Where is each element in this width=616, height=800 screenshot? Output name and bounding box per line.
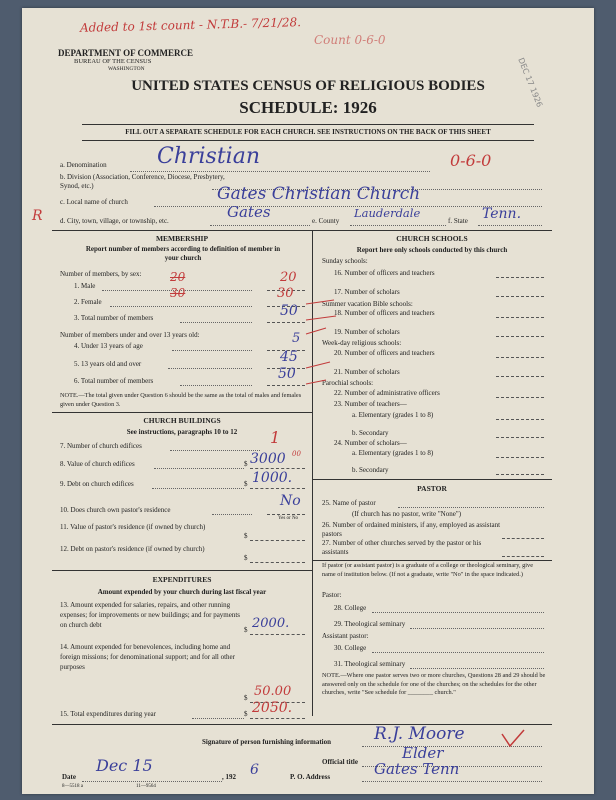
q8-label: 8. Value of church edifices [60, 460, 135, 468]
tally-mark [306, 362, 330, 368]
q6-label: 6. Total number of members [74, 377, 154, 385]
q14-label: 14. Amount expended for benevolences, including home and foreign missions; for denominational support; and for all other purposes [60, 643, 235, 671]
pastor-label: Pastor: [322, 591, 342, 599]
department-label: DEPARTMENT OF COMMERCE [58, 48, 194, 58]
po-address-label: P. O. Address [290, 773, 331, 781]
q9-label: 9. Debt on church edifices [60, 480, 134, 488]
q17-label: 17. Number of scholars [334, 288, 400, 296]
denomination-code: 0-6-0 [450, 151, 492, 170]
county-value: Lauderdale [354, 206, 421, 220]
city-town-value: Gates [227, 203, 271, 221]
q24a-label: a. Elementary (grades 1 to 8) [352, 449, 434, 457]
q10-value: No [280, 493, 301, 509]
schedule-title: SCHEDULE: 1926 [239, 98, 377, 117]
by-sex-heading: Number of members, by sex: [60, 270, 142, 278]
q29-label: 29. Theological seminary [334, 620, 406, 628]
age-heading: Number of members under and over 13 years old: [60, 331, 200, 339]
tally-mark [306, 380, 326, 384]
bureau-label: BUREAU OF THE CENSUS [74, 58, 152, 65]
summer-heading: Summer vacation Bible schools: [322, 300, 413, 308]
q24b-label: b. Secondary [352, 466, 389, 474]
q16-label: 16. Number of officers and teachers [334, 269, 435, 277]
q20-label: 20. Number of officers and teachers [334, 349, 435, 357]
q8-value: 3000 [250, 451, 286, 467]
division-label: b. Division (Association, Conference, Diocese, Presbytery, Synod, etc.) [60, 173, 225, 190]
check-mark [502, 730, 524, 746]
added-count-note: Added to 1st count - N.T.B.- 7/21/28. [79, 15, 302, 35]
membership-title: MEMBERSHIP [155, 234, 209, 243]
q31-label: 31. Theological seminary [334, 660, 406, 668]
q15-dollar: $ [244, 710, 248, 718]
q8-cents: 00 [292, 450, 301, 458]
margin-mark: R [32, 208, 43, 224]
print-number: 11—9564 [136, 784, 156, 789]
q5-value: 45 [280, 349, 298, 365]
assistant-pastor-label: Assistant pastor: [322, 632, 369, 640]
membership-note: NOTE.—The total given under Question 6 should be the same as the total of males and females given under Question 3. [60, 392, 302, 408]
q26-label: 26. Number of ordained ministers, if any, employed as assistant pastors [322, 521, 501, 538]
form-number: 8—5518 a [62, 784, 83, 789]
q1-label: 1. Male [74, 282, 96, 290]
county-label: e. County [312, 217, 340, 225]
q11-label: 11. Value of pastor's residence (if owned by church) [60, 523, 206, 531]
q23a-label: a. Elementary (grades 1 to 8) [352, 411, 434, 419]
q21-label: 21. Number of scholars [334, 368, 400, 376]
q6-value: 50 [278, 366, 296, 382]
date-label: Date [62, 773, 76, 781]
local-name-value: Gates Christian Church [217, 184, 421, 204]
q8-dollar: $ [244, 460, 248, 468]
date-value: Dec 15 [96, 756, 153, 775]
official-title-value: Elder [402, 744, 444, 762]
q9-value: 1000. [252, 470, 293, 486]
census-schedule-paper [22, 8, 594, 794]
local-name-label: c. Local name of church [60, 198, 128, 206]
parochial-heading: Parochial schools: [322, 379, 374, 387]
q19-label: 19. Number of scholars [334, 328, 400, 336]
q1-value: 20 [280, 270, 297, 285]
city-label: WASHINGTON [108, 66, 145, 72]
q13-label: 13. Amount expended for salaries, repairs, and other running expenses; for improvements or new buildings; and for payments on church debt [60, 601, 241, 629]
q30-label: 30. College [334, 644, 367, 652]
official-title-label: Official title [322, 758, 358, 766]
po-address-value: Gates Tenn [374, 760, 460, 778]
q12-dollar: $ [244, 554, 248, 562]
sunday-heading: Sunday schools: [322, 257, 368, 265]
q3-label: 3. Total number of members [74, 314, 154, 322]
year-value: 6 [250, 762, 259, 778]
q14-dollar: $ [244, 694, 248, 702]
q13-value: 2000. [252, 616, 290, 631]
q25-label: 25. Name of pastor [322, 499, 376, 507]
q14-value: 50.00 [254, 684, 292, 699]
q7-label: 7. Number of church edifices [60, 442, 142, 450]
q11-dollar: $ [244, 532, 248, 540]
q15-label: 15. Total expenditures during year [60, 710, 156, 718]
q5-label: 5. 13 years old and over [74, 360, 142, 368]
schools-title: CHURCH SCHOOLS [396, 234, 468, 243]
denomination-value: Christian [157, 144, 261, 169]
form-title: UNITED STATES CENSUS OF RELIGIOUS BODIES [131, 78, 485, 94]
expenditures-title: EXPENDITURES [152, 575, 212, 584]
signature-label: Signature of person furnishing information [202, 738, 331, 746]
q27-label: 27. Number of other churches served by the pastor or his assistants [322, 539, 482, 556]
q15-value: 2050. [252, 700, 293, 716]
q2-value: 30 [277, 286, 294, 301]
denomination-label: a. Denomination [60, 161, 107, 169]
graduate-note: If pastor (or assistant pastor) is a graduate of a college or theological seminary, give name of institution below. (If not a graduate, write "No" in the space indicated.) [322, 562, 533, 578]
q23b-label: b. Secondary [352, 429, 389, 437]
year-prefix: , 192 [222, 773, 236, 781]
q4-value: 5 [292, 331, 301, 346]
red-check-mark-svg [498, 728, 528, 752]
count-note: Count 0-6-0 [314, 33, 386, 47]
q28-label: 28. College [334, 604, 367, 612]
state-value: Tenn. [482, 206, 522, 222]
q2-label: 2. Female [74, 298, 102, 306]
membership-subtitle: Report number of members according to definition of member in your church [85, 245, 281, 262]
tally-mark [306, 300, 334, 304]
weekday-heading: Week-day religious schools: [322, 339, 402, 347]
tally-mark [306, 328, 326, 334]
state-label: f. State [448, 217, 468, 225]
q22-label: 22. Number of administrative officers [334, 389, 440, 397]
buildings-title: CHURCH BUILDINGS [143, 416, 221, 425]
buildings-subtitle: See instructions, paragraphs 10 to 12 [126, 428, 238, 436]
pastor-note: NOTE.—Where one pastor serves two or more churches, Questions 28 and 29 should be answered only on the schedule for one of the churches; on the schedules for the other churches, write "See schedule for ________ church." [322, 672, 546, 696]
schools-subtitle: Report here only schools conducted by this church [356, 246, 508, 254]
q23-label: 23. Number of teachers— [334, 400, 407, 408]
city-town-label: d. City, town, village, or township, etc. [60, 217, 169, 225]
q24-label: 24. Number of scholars— [334, 439, 407, 447]
q12-label: 12. Debt on pastor's residence (if owned by church) [60, 545, 205, 553]
q4-label: 4. Under 13 years of age [74, 342, 143, 350]
tally-mark [306, 316, 336, 320]
q1-struck-value: 20 [170, 270, 186, 284]
expenditures-subtitle: Amount expended by your church during last fiscal year [97, 588, 267, 596]
q25-subtext: (If church has no pastor, write "None") [352, 510, 462, 518]
q18-label: 18. Number of officers and teachers [334, 309, 435, 317]
q2-struck-value: 30 [170, 286, 186, 300]
red-tally-marks-svg [304, 284, 344, 394]
q10-label: 10. Does church own pastor's residence [60, 506, 171, 514]
q13-dollar: $ [244, 626, 248, 634]
instructions-line: FILL OUT A SEPARATE SCHEDULE FOR EACH CHURCH. SEE INSTRUCTIONS ON THE BACK OF THIS SHEET [125, 128, 491, 136]
q3-value: 50 [280, 303, 298, 319]
signature-value: R.J. Moore [374, 724, 465, 744]
date-received-stamp: DEC 17 1926 [516, 56, 545, 109]
q7-value: 1 [270, 428, 281, 447]
yes-no-hint: Yes or No [278, 516, 299, 521]
pastor-title: PASTOR [417, 484, 447, 493]
q9-dollar: $ [244, 480, 248, 488]
